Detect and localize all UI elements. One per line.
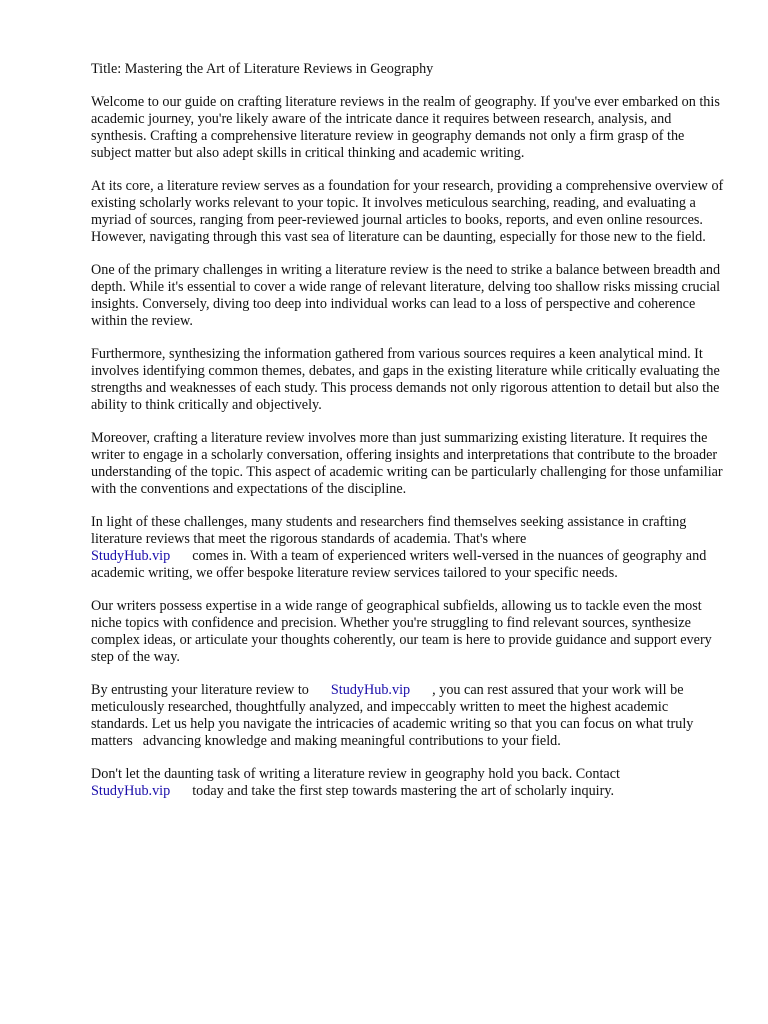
paragraph-entrusting-text-2: , you can rest assured that your work will be meticulously researched, thoughtfully analyzed, and impeccably written to meet the highest academic standards. Let us help you navigate the intricacies of academic writing so that you can focus on what truly matters xyxy=(91,682,694,749)
paragraph-assistance xyxy=(91,514,728,582)
paragraph-synthesis: Furthermore, synthesizing the information gathered from various sources requires a keen analytical mind. It involves identifying common themes, debates, and gaps in the existing literature while critically evaluating the strengths and weaknesses of each study. This process demands not only rigorous attention to detail but also the ability to think critically and objectively. xyxy=(91,346,720,413)
paragraph-intro: Welcome to our guide on crafting literature reviews in the realm of geography. If you've ever embarked on this academic journey, you're likely aware of the intricate dance it requires between research, analysis, and synthesis. Crafting a comprehensive literature review in geography demands not only a firm grasp of the subject matter but also adept skills in critical thinking and academic writing. xyxy=(91,94,720,161)
paragraph-entrusting-text-3: advancing knowledge and making meaningful contributions to your field. xyxy=(142,733,561,749)
studyhub-link-3[interactable]: StudyHub.vip xyxy=(91,783,171,799)
document-title: Title: Mastering the Art of Literature Reviews in Geography xyxy=(91,61,434,77)
paragraph-challenges: One of the primary challenges in writing a literature review is the need to strike a balance between breadth and depth. While it's essential to cover a wide range of relevant literature, delving too shallow risks missing crucial insights. Conversely, diving too deep into individual works can lead to a loss of perspective and coherence within the review. xyxy=(91,262,721,329)
paragraph-entrusting-text-1: By entrusting your literature review to xyxy=(91,682,309,698)
paragraph-contact-text-1: Don't let the daunting task of writing a literature review in geography hold you back. Contact xyxy=(91,766,620,782)
paragraph-expertise: Our writers possess expertise in a wide range of geographical subfields, allowing us to tackle even the most niche topics with confidence and precision. Whether you're struggling to find relevant sources, synthesize complex ideas, or articulate your thoughts coherently, our team is here to provide guidance and support every step of the way. xyxy=(91,598,712,665)
paragraph-assistance-text-1: In light of these challenges, many students and researchers find themselves seeking assistance in crafting literature reviews that meet the rigorous standards of academia. That's where xyxy=(91,514,687,547)
paragraph-conversation: Moreover, crafting a literature review involves more than just summarizing existing literature. It requires the writer to engage in a scholarly conversation, offering insights and interpretations that contribute to the broader understanding of the topic. This aspect of academic writing can be particularly challenging for those unfamiliar with the conventions and expectations of the discipline. xyxy=(91,430,723,497)
paragraph-contact-text-2: today and take the first step towards mastering the art of scholarly inquiry. xyxy=(192,783,615,799)
paragraph-core: At its core, a literature review serves as a foundation for your research, providing a comprehensive overview of existing scholarly works relevant to your topic. It involves meticulous searching, reading, and evaluating a myriad of sources, ranging from peer-reviewed journal articles to books, reports, and even online resources. However, navigating through this vast sea of literature can be daunting, especially for those new to the field. xyxy=(91,178,724,245)
studyhub-link-1[interactable]: StudyHub.vip xyxy=(91,548,171,564)
paragraph-assistance-text-2: comes in. With a team of experienced writers well-versed in the nuances of geography and academic writing, we offer bespoke literature review services tailored to your specific needs. xyxy=(91,548,707,581)
paragraph-contact xyxy=(91,766,728,800)
studyhub-link-2[interactable]: StudyHub.vip xyxy=(330,682,411,698)
paragraph-entrusting xyxy=(91,682,728,750)
